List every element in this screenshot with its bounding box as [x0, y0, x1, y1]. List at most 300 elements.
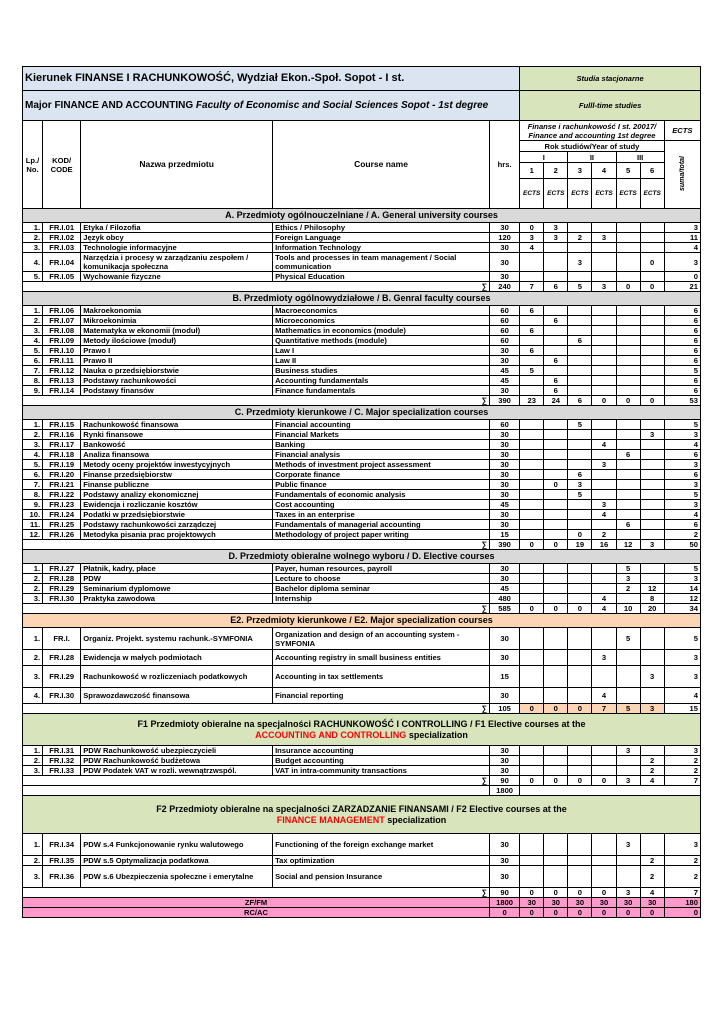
sum-sem-4: 7 — [592, 704, 616, 714]
row-name-pl: PDW Rachunkowość budżetowa — [81, 756, 273, 766]
row-sem-2 — [544, 253, 568, 272]
row-hours: 45 — [490, 584, 520, 594]
section-header — [23, 614, 701, 628]
row-ects-total: 2 — [664, 866, 700, 888]
row-name-pl: PDW s.4 Funkcjonowanie rynku walutowego — [81, 834, 273, 856]
sum-sem-1: 7 — [520, 282, 544, 292]
row-hours: 120 — [490, 233, 520, 243]
row-name-pl: Ewidencja w małych podmiotach — [81, 650, 273, 666]
row-sem-3 — [568, 574, 592, 584]
row-sem-3 — [568, 746, 592, 756]
footer-sem-1: 0 — [520, 908, 544, 918]
row-sem-6 — [640, 356, 664, 366]
row-sem-3 — [568, 440, 592, 450]
row-name-en: Financial reporting — [273, 688, 490, 704]
row-sem-3 — [568, 366, 592, 376]
row-sem-2 — [544, 430, 568, 440]
table-row — [23, 688, 701, 704]
row-sem-1 — [520, 756, 544, 766]
row-sem-6 — [640, 233, 664, 243]
row-sem-3 — [568, 460, 592, 470]
study-plan-table — [22, 66, 701, 918]
section-sum-row — [23, 776, 701, 786]
row-sem-2: 0 — [544, 480, 568, 490]
sum-sem-6: 3 — [640, 540, 664, 550]
row-sem-4 — [592, 490, 616, 500]
row-name-pl: Technologie informacyjne — [81, 243, 273, 253]
row-hours: 30 — [490, 856, 520, 866]
row-sem-1 — [520, 766, 544, 776]
row-sem-2 — [544, 574, 568, 584]
row-sem-5 — [616, 766, 640, 776]
row-lp: 2. — [23, 316, 43, 326]
row-sem-6 — [640, 366, 664, 376]
row-sem-3 — [568, 520, 592, 530]
row-name-en: Insurance accounting — [273, 746, 490, 756]
row-sem-3 — [568, 856, 592, 866]
row-hours: 30 — [490, 346, 520, 356]
row-sem-4 — [592, 376, 616, 386]
row-name-pl: Narzędzia i procesy w zarządzaniu zespołem / komunikacja społeczna — [81, 253, 273, 272]
sum-sem-1: 0 — [520, 604, 544, 614]
extra-hours: 1800 — [490, 786, 520, 796]
sem-ects-2: ECTS — [544, 179, 568, 209]
row-name-en: Financial analysis — [273, 450, 490, 460]
row-sem-2 — [544, 650, 568, 666]
row-sem-5 — [616, 480, 640, 490]
sum-sem-5: 3 — [616, 776, 640, 786]
year-II: II — [568, 152, 616, 163]
row-sem-4 — [592, 834, 616, 856]
footer-sem-3: 30 — [568, 898, 592, 908]
row-ects-total: 6 — [664, 386, 700, 396]
row-sem-2 — [544, 440, 568, 450]
sum-sem-2: 0 — [544, 604, 568, 614]
row-sem-1 — [520, 450, 544, 460]
row-sem-6 — [640, 376, 664, 386]
extra-blank-right — [520, 786, 701, 796]
section-sum-row — [23, 282, 701, 292]
row-sem-1 — [520, 856, 544, 866]
row-ects-total: 14 — [664, 584, 700, 594]
row-hours: 30 — [490, 834, 520, 856]
col-header-hrs: hrs. — [490, 121, 520, 209]
row-hours: 30 — [490, 460, 520, 470]
row-lp: 2. — [23, 756, 43, 766]
row-ects-total: 5 — [664, 420, 700, 430]
title-en-major: Major FINANCE AND ACCOUNTING — [25, 99, 194, 111]
row-sem-1 — [520, 746, 544, 756]
row-name-en: Business studies — [273, 366, 490, 376]
row-sem-6 — [640, 520, 664, 530]
row-sem-6 — [640, 480, 664, 490]
sum-sem-2: 6 — [544, 282, 568, 292]
section-title-main: F1 Przedmioty obieralne na specjalności RACHUNKOWOŚĆ I CONTROLLING / F1 Elective courses at the — [137, 718, 586, 729]
sum-hours: 240 — [490, 282, 520, 292]
row-sem-2: 3 — [544, 223, 568, 233]
row-ects-total: 4 — [664, 243, 700, 253]
row-sem-2 — [544, 520, 568, 530]
row-code: FR.I.02 — [43, 233, 81, 243]
row-sem-5 — [616, 688, 640, 704]
row-sem-5: 5 — [616, 628, 640, 650]
row-name-en: Financial Markets — [273, 430, 490, 440]
row-code: FR.I.22 — [43, 490, 81, 500]
row-ects-total: 3 — [664, 574, 700, 584]
row-sem-6 — [640, 450, 664, 460]
row-sem-6 — [640, 460, 664, 470]
row-sem-4 — [592, 420, 616, 430]
sum-sem-1: 0 — [520, 704, 544, 714]
row-name-en: Quantitative methods (module) — [273, 336, 490, 346]
row-sem-6 — [640, 650, 664, 666]
row-hours: 30 — [490, 243, 520, 253]
table-row — [23, 480, 701, 490]
row-sem-2: 6 — [544, 316, 568, 326]
row-sem-5 — [616, 223, 640, 233]
row-sem-4 — [592, 628, 616, 650]
row-name-en: Accounting in tax settlements — [273, 666, 490, 688]
row-sem-6 — [640, 628, 664, 650]
row-sem-3 — [568, 688, 592, 704]
row-sem-5 — [616, 650, 640, 666]
row-sem-5: 3 — [616, 746, 640, 756]
row-hours: 30 — [490, 866, 520, 888]
row-sem-5 — [616, 253, 640, 272]
row-lp: 8. — [23, 376, 43, 386]
row-lp: 10. — [23, 510, 43, 520]
row-sem-2 — [544, 336, 568, 346]
row-name-en: Mathematics in economics (module) — [273, 326, 490, 336]
sum-sem-2: 24 — [544, 396, 568, 406]
row-ects-total: 6 — [664, 316, 700, 326]
row-name-pl: Wychowanie fizyczne — [81, 272, 273, 282]
row-hours: 30 — [490, 520, 520, 530]
row-sem-3 — [568, 564, 592, 574]
row-sem-3 — [568, 834, 592, 856]
row-hours: 30 — [490, 253, 520, 272]
row-sem-4: 4 — [592, 594, 616, 604]
row-sem-3 — [568, 756, 592, 766]
table-row — [23, 430, 701, 440]
row-sem-5 — [616, 243, 640, 253]
row-hours: 45 — [490, 500, 520, 510]
row-sem-3: 0 — [568, 530, 592, 540]
row-sem-1 — [520, 650, 544, 666]
row-lp: 1. — [23, 564, 43, 574]
row-hours: 30 — [490, 490, 520, 500]
row-sem-1: 4 — [520, 243, 544, 253]
row-sem-1: 6 — [520, 326, 544, 336]
section-header — [23, 406, 701, 420]
section-header — [23, 550, 701, 564]
table-row — [23, 326, 701, 336]
row-sem-6: 3 — [640, 430, 664, 440]
footer-ects-total: 0 — [664, 908, 700, 918]
table-row — [23, 470, 701, 480]
sem-ects-5: ECTS — [616, 179, 640, 209]
row-code: FR.I.28 — [43, 574, 81, 584]
sum-sem-3: 0 — [568, 604, 592, 614]
row-sem-5 — [616, 356, 640, 366]
row-code: FR.I.29 — [43, 666, 81, 688]
row-code: FR.I.30 — [43, 594, 81, 604]
row-sem-4 — [592, 450, 616, 460]
row-name-pl: Bankowość — [81, 440, 273, 450]
sum-ects-total: 53 — [664, 396, 700, 406]
extra-hours-row — [23, 786, 701, 796]
row-sem-5 — [616, 316, 640, 326]
row-sem-6 — [640, 564, 664, 574]
table-row — [23, 766, 701, 776]
row-sem-3 — [568, 346, 592, 356]
row-name-en: Fundamentals of economic analysis — [273, 490, 490, 500]
sum-sem-5: 3 — [616, 888, 640, 898]
row-sem-3 — [568, 866, 592, 888]
table-row — [23, 386, 701, 396]
section-title-specialization: ACCOUNTING AND CONTROLLING — [255, 729, 407, 740]
footer-sem-6: 30 — [640, 898, 664, 908]
row-sem-2 — [544, 666, 568, 688]
footer-sem-5: 30 — [616, 898, 640, 908]
sum-sem-3: 0 — [568, 776, 592, 786]
row-sem-4: 4 — [592, 688, 616, 704]
section-title-suffix: specialization — [406, 729, 468, 740]
row-name-en: Organization and design of an accounting system - SYMFONIA — [273, 628, 490, 650]
row-hours: 30 — [490, 574, 520, 584]
table-row — [23, 666, 701, 688]
row-sem-2 — [544, 490, 568, 500]
row-name-pl: PDW — [81, 574, 273, 584]
row-sem-3: 6 — [568, 470, 592, 480]
row-sem-3 — [568, 766, 592, 776]
row-sem-2: 6 — [544, 386, 568, 396]
row-sem-6 — [640, 386, 664, 396]
sum-sem-3: 6 — [568, 396, 592, 406]
section-header — [23, 714, 701, 746]
row-name-en: Microeconomics — [273, 316, 490, 326]
row-code: FR.I.29 — [43, 584, 81, 594]
row-lp: 4. — [23, 688, 43, 704]
row-sem-4 — [592, 306, 616, 316]
row-sem-2 — [544, 500, 568, 510]
row-name-en: Cost accounting — [273, 500, 490, 510]
section-sum-row — [23, 888, 701, 898]
sum-sem-4: 0 — [592, 776, 616, 786]
col-header-course: Course name — [273, 121, 490, 209]
row-hours: 45 — [490, 366, 520, 376]
table-row — [23, 272, 701, 282]
row-name-en: Foreign Language — [273, 233, 490, 243]
row-sem-1 — [520, 470, 544, 480]
row-sem-4: 3 — [592, 500, 616, 510]
row-sem-6 — [640, 420, 664, 430]
row-lp: 2. — [23, 430, 43, 440]
row-sem-2 — [544, 564, 568, 574]
row-sem-2 — [544, 866, 568, 888]
title-pl: Kierunek FINANSE I RACHUNKOWOŚĆ, Wydział Ekon.-Społ. Sopot - I st. — [23, 67, 520, 91]
row-sem-5: 6 — [616, 450, 640, 460]
row-sem-6: 2 — [640, 866, 664, 888]
row-sem-6: 2 — [640, 766, 664, 776]
row-sem-2 — [544, 834, 568, 856]
row-sem-3: 2 — [568, 233, 592, 243]
sum-sem-4: 3 — [592, 282, 616, 292]
sem-6: 6 — [640, 163, 664, 179]
row-code: FR.I.36 — [43, 866, 81, 888]
row-name-en: Ethics / Philosophy — [273, 223, 490, 233]
row-code: FR.I.27 — [43, 564, 81, 574]
row-sem-4 — [592, 272, 616, 282]
row-ects-total: 2 — [664, 856, 700, 866]
row-lp: 3. — [23, 440, 43, 450]
row-sem-6: 2 — [640, 856, 664, 866]
row-lp: 11. — [23, 520, 43, 530]
row-hours: 30 — [490, 480, 520, 490]
row-sem-6 — [640, 470, 664, 480]
row-sem-3 — [568, 430, 592, 440]
row-hours: 30 — [490, 223, 520, 233]
row-name-pl: Język obcy — [81, 233, 273, 243]
row-name-pl: PDW s.6 Ubezpieczenia społeczne i emerytalne — [81, 866, 273, 888]
row-sem-3 — [568, 500, 592, 510]
row-name-pl: Finanse publiczne — [81, 480, 273, 490]
footer-hours: 1800 — [490, 898, 520, 908]
sem-ects-3: ECTS — [568, 179, 592, 209]
sum-sem-5: 5 — [616, 704, 640, 714]
row-code: FR.I.14 — [43, 386, 81, 396]
row-lp: 6. — [23, 470, 43, 480]
sum-sem-6: 4 — [640, 888, 664, 898]
row-sem-2 — [544, 470, 568, 480]
col-header-ects: ECTS — [664, 121, 700, 141]
row-name-pl: PDW Podatek VAT w rozli. wewnątrzwspól. — [81, 766, 273, 776]
row-sem-6 — [640, 316, 664, 326]
footer-row — [23, 908, 701, 918]
row-sem-3: 5 — [568, 490, 592, 500]
table-row — [23, 356, 701, 366]
row-lp: 4. — [23, 336, 43, 346]
table-row — [23, 420, 701, 430]
sum-sem-5: 12 — [616, 540, 640, 550]
row-name-en: Tools and processes in team management / Social communication — [273, 253, 490, 272]
row-ects-total: 6 — [664, 376, 700, 386]
row-sem-2 — [544, 766, 568, 776]
row-sem-5: 6 — [616, 520, 640, 530]
row-name-en: Information Technology — [273, 243, 490, 253]
row-name-pl: Seminarium dyplomowe — [81, 584, 273, 594]
sum-sem-2: 0 — [544, 540, 568, 550]
row-sem-5 — [616, 233, 640, 243]
row-name-pl: Ewidencja i rozliczanie kosztów — [81, 500, 273, 510]
row-name-en: Accounting fundamentals — [273, 376, 490, 386]
footer-sem-2: 30 — [544, 898, 568, 908]
row-name-en: VAT in intra-community transactions — [273, 766, 490, 776]
row-hours: 30 — [490, 628, 520, 650]
row-lp: 8. — [23, 490, 43, 500]
row-sem-6 — [640, 440, 664, 450]
section-header — [23, 209, 701, 223]
row-hours: 60 — [490, 326, 520, 336]
sum-ects-total: 50 — [664, 540, 700, 550]
row-name-pl: Metody oceny projektów inwestycyjnych — [81, 460, 273, 470]
sum-sem-5: 0 — [616, 282, 640, 292]
row-sem-3 — [568, 666, 592, 688]
row-lp: 1. — [23, 306, 43, 316]
row-lp: 1. — [23, 628, 43, 650]
row-lp: 1. — [23, 746, 43, 756]
row-sem-2 — [544, 420, 568, 430]
sum-hours: 585 — [490, 604, 520, 614]
row-name-pl: Analiza finansowa — [81, 450, 273, 460]
table-row — [23, 306, 701, 316]
footer-label: ZF/FM — [23, 898, 490, 908]
row-sem-4: 2 — [592, 530, 616, 540]
row-sem-5 — [616, 594, 640, 604]
row-sem-1 — [520, 574, 544, 584]
row-lp: 9. — [23, 386, 43, 396]
sum-ects-total: 21 — [664, 282, 700, 292]
section-title: D. Przedmioty obieralne wolnego wyboru / D. Elective courses — [23, 550, 701, 564]
row-ects-total: 5 — [664, 564, 700, 574]
row-lp: 1. — [23, 420, 43, 430]
table-row — [23, 243, 701, 253]
footer-sem-1: 30 — [520, 898, 544, 908]
sum-sem-6: 0 — [640, 396, 664, 406]
row-sem-6 — [640, 326, 664, 336]
sem-ects-4: ECTS — [592, 179, 616, 209]
table-row — [23, 574, 701, 584]
row-sem-2 — [544, 756, 568, 766]
row-sem-2 — [544, 594, 568, 604]
table-row — [23, 584, 701, 594]
row-sem-1 — [520, 336, 544, 346]
table-row — [23, 316, 701, 326]
sum-sem-6: 20 — [640, 604, 664, 614]
row-name-en: Methodology of project paper writing — [273, 530, 490, 540]
row-sem-4: 3 — [592, 650, 616, 666]
row-ects-total: 12 — [664, 594, 700, 604]
sum-sem-2: 0 — [544, 704, 568, 714]
row-name-pl: Sprawozdawczość finansowa — [81, 688, 273, 704]
row-sem-2 — [544, 272, 568, 282]
row-sem-5: 3 — [616, 574, 640, 584]
table-body — [23, 67, 701, 918]
row-name-pl: Płatnik, kadry, płace — [81, 564, 273, 574]
row-sem-4: 3 — [592, 460, 616, 470]
row-sem-4 — [592, 470, 616, 480]
row-ects-total: 6 — [664, 326, 700, 336]
table-row — [23, 594, 701, 604]
row-sem-2 — [544, 346, 568, 356]
row-sem-4 — [592, 326, 616, 336]
section-sum-row — [23, 604, 701, 614]
table-row — [23, 490, 701, 500]
row-name-en: Fundamentals of managerial accounting — [273, 520, 490, 530]
row-sem-3 — [568, 584, 592, 594]
row-lp: 5. — [23, 272, 43, 282]
row-sem-4: 3 — [592, 233, 616, 243]
row-sem-6: 2 — [640, 756, 664, 766]
row-ects-total: 3 — [664, 500, 700, 510]
row-name-en: Law II — [273, 356, 490, 366]
row-sem-1 — [520, 356, 544, 366]
row-sem-5 — [616, 430, 640, 440]
row-hours: 30 — [490, 386, 520, 396]
row-hours: 15 — [490, 530, 520, 540]
row-code: FR.I.17 — [43, 440, 81, 450]
row-sem-5 — [616, 756, 640, 766]
